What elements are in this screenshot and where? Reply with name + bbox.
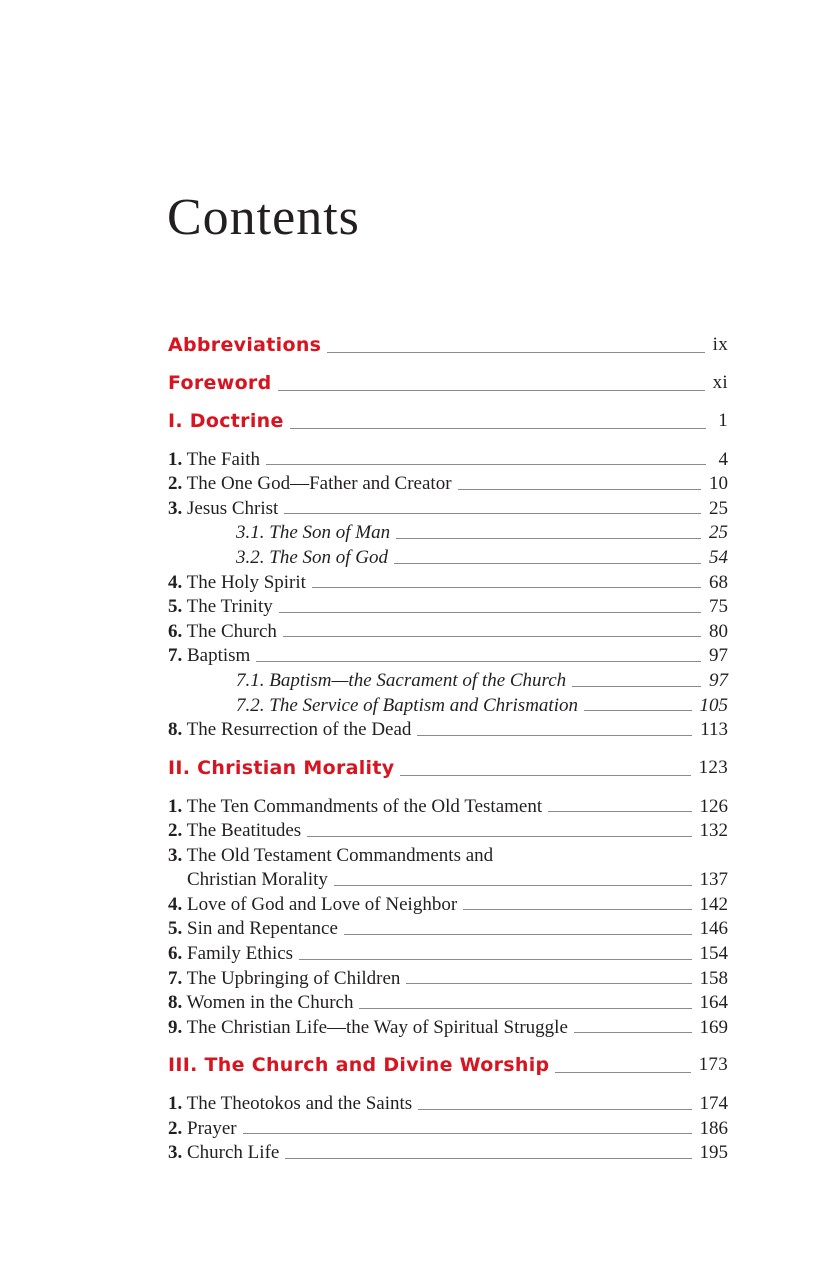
entry-label: Sin and Repentance bbox=[187, 918, 338, 940]
entry-text bbox=[168, 497, 278, 522]
toc-part-heading[interactable] bbox=[168, 1046, 728, 1084]
toc-front-abbreviations[interactable] bbox=[168, 326, 728, 364]
leader-line bbox=[312, 587, 701, 588]
entry-label: The Beatitudes bbox=[186, 820, 302, 842]
toc-entry[interactable] bbox=[168, 472, 728, 497]
entry-text bbox=[168, 718, 411, 743]
entry-number: 1. bbox=[168, 448, 183, 470]
table-of-contents bbox=[168, 326, 728, 1166]
entry-text bbox=[168, 1016, 568, 1041]
entry-number: 2. bbox=[168, 1117, 183, 1139]
page-number: xi bbox=[712, 372, 728, 393]
leader-line bbox=[327, 352, 704, 353]
page-number: 10 bbox=[709, 473, 728, 495]
leader-line bbox=[400, 775, 690, 776]
entry-text bbox=[168, 1092, 412, 1117]
entry-number: 6. bbox=[168, 943, 183, 965]
entry-label: The Son of Man bbox=[269, 522, 391, 544]
entry-number: 7. bbox=[168, 645, 183, 667]
toc-entry[interactable] bbox=[168, 917, 728, 942]
toc-entry[interactable] bbox=[168, 893, 728, 918]
toc-part-heading[interactable] bbox=[168, 402, 728, 440]
leader-line bbox=[334, 885, 692, 886]
page-number: 146 bbox=[699, 918, 728, 940]
entry-text bbox=[168, 917, 338, 942]
entry-label: Women in the Church bbox=[186, 992, 354, 1014]
toc-entry[interactable] bbox=[168, 620, 728, 645]
page-number: 164 bbox=[699, 992, 728, 1014]
entry-text bbox=[236, 694, 578, 719]
entry-number: 9. bbox=[168, 1016, 183, 1038]
leader-line bbox=[574, 1032, 692, 1033]
part-label: III. The Church and Divine Worship bbox=[168, 1054, 550, 1077]
leader-line bbox=[266, 464, 706, 465]
entry-number: 7.2. bbox=[236, 694, 265, 716]
toc-subentry[interactable] bbox=[168, 546, 728, 571]
entry-label: The Church bbox=[186, 620, 277, 642]
toc-entry[interactable] bbox=[168, 571, 728, 596]
page-number: 68 bbox=[709, 571, 728, 593]
entry-label: Foreword bbox=[168, 372, 272, 394]
page-number: 113 bbox=[700, 719, 728, 741]
entry-number: 7.1. bbox=[236, 670, 265, 692]
entry-text bbox=[236, 546, 388, 571]
page-number: 123 bbox=[698, 756, 728, 778]
page-number: 80 bbox=[709, 620, 728, 642]
entry-label: The One God—Father and Creator bbox=[186, 473, 452, 495]
page-number: 97 bbox=[709, 645, 728, 667]
toc-entry[interactable] bbox=[168, 595, 728, 620]
leader-line bbox=[572, 686, 701, 687]
toc-entry[interactable] bbox=[168, 1092, 728, 1117]
entry-label: The Trinity bbox=[186, 596, 273, 618]
toc-entry[interactable] bbox=[168, 795, 728, 820]
page-number: 54 bbox=[709, 547, 728, 569]
page-number: 4 bbox=[718, 448, 728, 470]
entry-label: Prayer bbox=[187, 1117, 237, 1139]
toc-entry-continued[interactable] bbox=[168, 868, 728, 893]
entry-text bbox=[168, 1117, 237, 1142]
page-number: 105 bbox=[699, 694, 728, 716]
entry-number: 3.2. bbox=[236, 547, 265, 569]
entry-number: 3. bbox=[168, 497, 183, 519]
page-title: Contents bbox=[167, 189, 360, 246]
leader-line bbox=[283, 636, 701, 637]
page-number: 25 bbox=[709, 522, 728, 544]
leader-line bbox=[406, 983, 691, 984]
entry-label: The Old Testament Commandments and bbox=[186, 844, 494, 866]
toc-part-heading[interactable] bbox=[168, 749, 728, 787]
entry-label: Abbreviations bbox=[168, 334, 322, 356]
entry-text bbox=[236, 669, 566, 694]
entry-text bbox=[168, 893, 457, 918]
entry-number: 2. bbox=[168, 820, 183, 842]
part-label: II. Christian Morality bbox=[168, 756, 395, 779]
leader-line bbox=[584, 710, 692, 711]
entry-text bbox=[168, 1141, 279, 1166]
entry-number: 3. bbox=[168, 844, 183, 866]
entry-label: Love of God and Love of Neighbor bbox=[187, 893, 458, 915]
entry-text bbox=[168, 991, 353, 1016]
page-number: 173 bbox=[698, 1054, 728, 1076]
leader-line bbox=[299, 959, 691, 960]
entry-label: The Son of God bbox=[269, 547, 388, 569]
entry-text bbox=[168, 967, 400, 992]
entry-text bbox=[168, 620, 277, 645]
entry-text bbox=[168, 819, 301, 844]
entry-label: Baptism bbox=[187, 645, 251, 667]
page-number: 186 bbox=[699, 1117, 728, 1139]
entry-number: 1. bbox=[168, 795, 183, 817]
toc-entry[interactable] bbox=[168, 942, 728, 967]
entry-number: 3.1. bbox=[236, 522, 265, 544]
entry-number: 4. bbox=[168, 893, 183, 915]
page-number: 25 bbox=[709, 497, 728, 519]
toc-subentry[interactable] bbox=[168, 669, 728, 694]
toc-entry[interactable] bbox=[168, 1016, 728, 1041]
entry-label: The Service of Baptism and Chrismation bbox=[269, 694, 578, 716]
entry-number: 4. bbox=[168, 571, 183, 593]
entry-label: The Christian Life—the Way of Spiritual Struggle bbox=[186, 1016, 568, 1038]
toc-entry[interactable] bbox=[168, 844, 728, 869]
page-number: 158 bbox=[699, 967, 728, 989]
leader-line bbox=[307, 836, 691, 837]
toc-entry[interactable] bbox=[168, 967, 728, 992]
toc-entry[interactable] bbox=[168, 644, 728, 669]
entry-label: Church Life bbox=[187, 1142, 280, 1164]
entry-text bbox=[168, 795, 542, 820]
leader-line bbox=[458, 489, 701, 490]
entry-text bbox=[168, 644, 250, 669]
entry-label-continued: Christian Morality bbox=[187, 869, 328, 891]
part-label: I. Doctrine bbox=[168, 410, 284, 432]
toc-subentry[interactable] bbox=[168, 521, 728, 546]
leader-line bbox=[344, 934, 692, 935]
entry-text bbox=[168, 942, 293, 967]
entry-label: The Holy Spirit bbox=[186, 571, 306, 593]
entry-label: The Faith bbox=[186, 448, 261, 470]
entry-label: The Resurrection of the Dead bbox=[186, 719, 412, 741]
entry-number: 5. bbox=[168, 596, 183, 618]
leader-line bbox=[243, 1133, 692, 1134]
entry-text bbox=[168, 844, 493, 869]
entry-number: 1. bbox=[168, 1093, 183, 1115]
leader-line bbox=[418, 1109, 691, 1110]
page-number: 97 bbox=[709, 670, 728, 692]
page-number: 75 bbox=[709, 596, 728, 618]
entry-number: 3. bbox=[168, 1142, 183, 1164]
page-number: 126 bbox=[699, 795, 728, 817]
entry-label: Jesus Christ bbox=[187, 497, 279, 519]
page-number: 142 bbox=[699, 893, 728, 915]
toc-entry[interactable] bbox=[168, 1117, 728, 1142]
toc-entry[interactable] bbox=[168, 991, 728, 1016]
page-number: 137 bbox=[699, 869, 728, 891]
entry-number: 2. bbox=[168, 473, 183, 495]
page-number: 154 bbox=[699, 943, 728, 965]
leader-line bbox=[396, 538, 701, 539]
entry-label: Baptism—the Sacrament of the Church bbox=[269, 670, 567, 692]
leader-line bbox=[417, 735, 692, 736]
entry-number: 7. bbox=[168, 967, 183, 989]
toc-entry[interactable] bbox=[168, 718, 728, 743]
entry-number: 8. bbox=[168, 719, 183, 741]
leader-line bbox=[463, 909, 691, 910]
entry-text bbox=[168, 571, 306, 596]
leader-line bbox=[359, 1008, 691, 1009]
leader-line bbox=[256, 661, 701, 662]
toc-entry[interactable] bbox=[168, 497, 728, 522]
page-number: ix bbox=[712, 334, 728, 355]
page-number: 132 bbox=[699, 820, 728, 842]
toc-entry[interactable] bbox=[168, 448, 728, 473]
toc-entry[interactable] bbox=[168, 819, 728, 844]
page-number: 1 bbox=[718, 410, 728, 431]
leader-line bbox=[548, 811, 691, 812]
leader-line bbox=[278, 390, 705, 391]
entry-label: The Theotokos and the Saints bbox=[186, 1093, 413, 1115]
leader-line bbox=[279, 612, 701, 613]
page-number: 174 bbox=[699, 1093, 728, 1115]
entry-number: 6. bbox=[168, 620, 183, 642]
entry-label: The Ten Commandments of the Old Testament bbox=[186, 795, 543, 817]
entry-label: Family Ethics bbox=[187, 943, 294, 965]
toc-entry[interactable] bbox=[168, 1141, 728, 1166]
entry-label: The Upbringing of Children bbox=[186, 967, 401, 989]
leader-line bbox=[394, 563, 701, 564]
entry-number: 8. bbox=[168, 992, 183, 1014]
leader-line bbox=[285, 1158, 691, 1159]
toc-subentry[interactable] bbox=[168, 694, 728, 719]
page-number: 169 bbox=[699, 1016, 728, 1038]
entry-text bbox=[168, 595, 273, 620]
toc-front-foreword[interactable] bbox=[168, 364, 728, 402]
entry-text bbox=[168, 448, 260, 473]
entry-text bbox=[168, 472, 452, 497]
entry-text bbox=[236, 521, 390, 546]
page-number: 195 bbox=[699, 1142, 728, 1164]
leader-line bbox=[290, 428, 706, 429]
entry-number: 5. bbox=[168, 918, 183, 940]
leader-line bbox=[284, 513, 701, 514]
leader-line bbox=[555, 1072, 690, 1073]
